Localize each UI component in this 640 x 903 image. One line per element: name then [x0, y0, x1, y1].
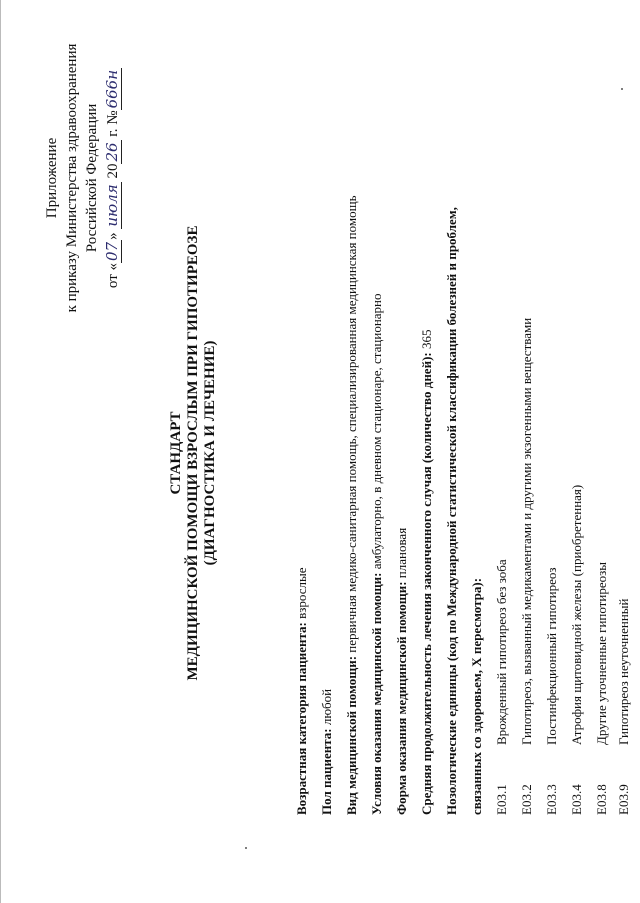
conditions-value: амбулаторно, в дневном стационаре, стационарно [369, 293, 384, 573]
duration-value: 365 [419, 329, 434, 353]
nosology-row-2 [469, 578, 485, 815]
order-number: 666н [103, 69, 121, 109]
diagnosis-name: Гипотиреоз, вызванный медикаментами и другими экзогенными веществами [519, 317, 534, 745]
year-prefix: 20 [105, 163, 121, 183]
sex-row [319, 689, 335, 815]
diagnosis-name: Гипотиреоз неуточненный [616, 598, 631, 745]
diagnosis-name: Постинфекционный гипотиреоз [544, 567, 559, 745]
care-type-label: Вид медицинской помощи: [344, 655, 359, 815]
duration-label: Средняя продолжительность лечения законченного случая (количество дней): [419, 352, 434, 815]
diagnosis-code: E03.3 [544, 784, 559, 815]
title-sub: (ДИАГНОСТИКА И ЛЕЧЕНИЕ) [202, 340, 218, 566]
title-standard: СТАНДАРТ [168, 411, 184, 495]
title-main: МЕДИЦИНСКОЙ ПОМОЩИ ВЗРОСЛЫМ ПРИ ГИПОТИРЕОЗЕ [185, 225, 201, 681]
appendix-order: к приказу Министерства здравоохранения [64, 43, 80, 313]
diagnosis-code: E03.1 [494, 784, 509, 815]
nosology-label-2: связанных со здоровьем, X пересмотра): [469, 577, 484, 815]
appendix-title: Приложение [44, 137, 60, 219]
diagnosis-code: E03.9 [616, 784, 631, 815]
title-block [168, 153, 219, 753]
conditions-label: Условия оказания медицинской помощи: [369, 572, 384, 815]
nosology-row-1 [444, 207, 460, 815]
sex-value: любой [319, 688, 334, 729]
sex-label: Пол пациента: [319, 728, 334, 815]
appendix-federation: Российской Федерации [84, 103, 100, 253]
date-mid: » [105, 228, 121, 240]
date-prefix: от « [105, 263, 121, 289]
diagnosis-code: E03.8 [594, 784, 609, 815]
age-row [294, 568, 310, 815]
appendix-date-line [102, 8, 123, 348]
diagnosis-code: E03.2 [519, 784, 534, 815]
diagnosis-name: Врожденный гипотиреоз без зоба [494, 559, 509, 745]
appendix-block [42, 8, 123, 348]
care-type-value: первичная медико-санитарная помощь, специализированная медицинская помощь [344, 195, 359, 656]
form-label: Форма оказания медицинской помощи: [394, 581, 409, 815]
duration-row [419, 330, 435, 815]
diagnosis-code: E03.4 [569, 784, 584, 815]
conditions-row [369, 293, 385, 815]
number-prefix: г. № [105, 110, 121, 141]
age-value: взрослые [294, 567, 309, 623]
nosology-label-1: Нозологические единицы (код по Международной статистической классификации болезней и проблем, [444, 207, 459, 815]
scan-speck [245, 847, 247, 849]
form-row [394, 528, 410, 815]
date-month: июля [103, 184, 121, 227]
age-label: Возрастная категория пациента: [294, 622, 309, 815]
date-day: 07 [103, 241, 121, 261]
care-type-row [344, 195, 360, 815]
form-value: плановая [394, 527, 409, 582]
diagnosis-name: Атрофия щитовидной железы (приобретенная) [569, 484, 584, 745]
year-suffix: 26 [103, 142, 121, 162]
diagnosis-name: Другие уточненные гипотиреозы [594, 562, 609, 745]
scan-speck [621, 88, 623, 90]
